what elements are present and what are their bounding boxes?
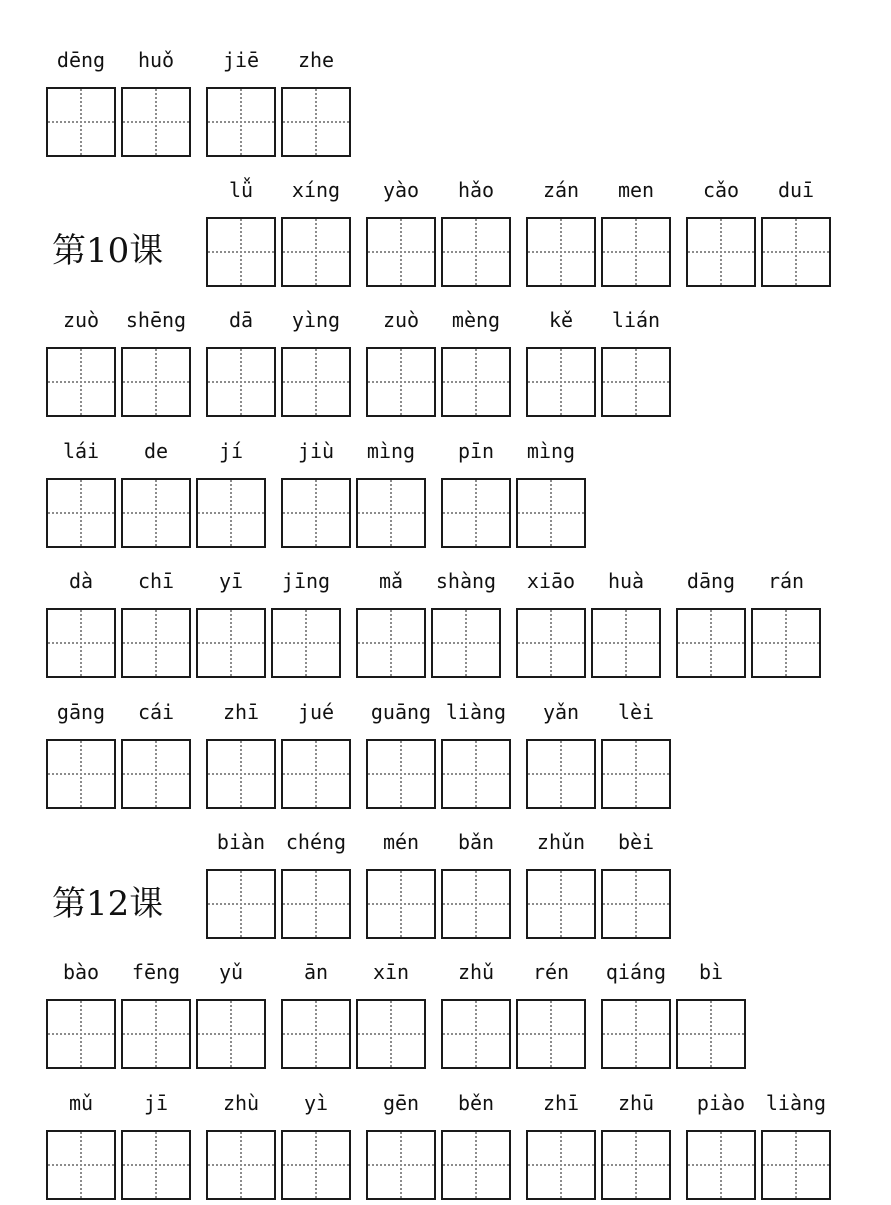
pinyin-label: bǎn [457, 830, 495, 854]
tianzige-box[interactable] [281, 217, 351, 287]
tianzige-box[interactable] [196, 999, 266, 1069]
writing-cell [121, 960, 191, 1069]
writing-cell [441, 1091, 511, 1200]
writing-cell [46, 569, 116, 678]
writing-cell [206, 178, 276, 287]
writing-cell [441, 439, 511, 548]
pinyin-label: ān [303, 960, 329, 984]
writing-cell [46, 1091, 116, 1200]
writing-cell [601, 308, 671, 417]
writing-cell [601, 178, 671, 287]
tianzige-box[interactable] [441, 347, 511, 417]
tianzige-box[interactable] [366, 217, 436, 287]
writing-cell [46, 48, 116, 157]
tianzige-box[interactable] [526, 1130, 596, 1200]
tianzige-box[interactable] [281, 999, 351, 1069]
tianzige-box[interactable] [281, 869, 351, 939]
pinyin-label: bèi [617, 830, 655, 854]
pinyin-label: mèng [451, 308, 501, 332]
writing-cell [601, 1091, 671, 1200]
pinyin-label: liàng [445, 700, 507, 724]
tianzige-box[interactable] [121, 608, 191, 678]
pinyin-label: jiù [297, 439, 335, 463]
pinyin-label: yào [382, 178, 420, 202]
tianzige-box[interactable] [591, 608, 661, 678]
tianzige-box[interactable] [516, 608, 586, 678]
pinyin-label: hǎo [457, 178, 495, 202]
writing-cell [356, 439, 426, 548]
pinyin-label: dà [68, 569, 94, 593]
pinyin-label: zhū [617, 1091, 655, 1115]
writing-cell [526, 308, 596, 417]
pinyin-label: zuò [382, 308, 420, 332]
pinyin-label: yìng [291, 308, 341, 332]
pinyin-label: dāng [686, 569, 736, 593]
tianzige-box[interactable] [366, 869, 436, 939]
writing-cell [676, 960, 746, 1069]
pinyin-label: xiāo [526, 569, 576, 593]
writing-cell [526, 830, 596, 939]
pinyin-label: piào [696, 1091, 746, 1115]
pinyin-label: jué [297, 700, 335, 724]
tianzige-box[interactable] [196, 608, 266, 678]
tianzige-box[interactable] [206, 739, 276, 809]
tianzige-box[interactable] [601, 347, 671, 417]
writing-cell [686, 178, 756, 287]
tianzige-box[interactable] [281, 347, 351, 417]
tianzige-box[interactable] [206, 1130, 276, 1200]
tianzige-box[interactable] [121, 347, 191, 417]
tianzige-box[interactable] [676, 999, 746, 1069]
writing-cell [431, 569, 501, 678]
pinyin-label: zhe [297, 48, 335, 72]
pinyin-label: cái [137, 700, 175, 724]
writing-cell [206, 830, 276, 939]
tianzige-box[interactable] [526, 869, 596, 939]
writing-cell [206, 1091, 276, 1200]
lesson-12-label: 第12课 [52, 884, 164, 924]
tianzige-box[interactable] [281, 739, 351, 809]
pinyin-label: men [617, 178, 655, 202]
writing-cell [526, 700, 596, 809]
tianzige-box[interactable] [121, 1130, 191, 1200]
tianzige-box[interactable] [281, 87, 351, 157]
tianzige-box[interactable] [761, 217, 831, 287]
pinyin-label: yì [303, 1091, 329, 1115]
pinyin-label: dēng [56, 48, 106, 72]
tianzige-box[interactable] [441, 739, 511, 809]
tianzige-box[interactable] [601, 1130, 671, 1200]
writing-cell [441, 178, 511, 287]
tianzige-box[interactable] [46, 478, 116, 548]
writing-cell [271, 569, 341, 678]
writing-cell [46, 700, 116, 809]
writing-cell [196, 960, 266, 1069]
writing-cell [761, 178, 831, 287]
writing-cell [761, 1091, 831, 1200]
tianzige-box[interactable] [196, 478, 266, 548]
pinyin-label: duī [777, 178, 815, 202]
writing-cell [206, 308, 276, 417]
tianzige-box[interactable] [46, 739, 116, 809]
pinyin-label: xīn [372, 960, 410, 984]
tianzige-box[interactable] [206, 869, 276, 939]
pinyin-label: zuò [62, 308, 100, 332]
writing-cell [46, 960, 116, 1069]
writing-cell [281, 700, 351, 809]
pinyin-label: xíng [291, 178, 341, 202]
pinyin-label: zhī [542, 1091, 580, 1115]
tianzige-box[interactable] [601, 869, 671, 939]
writing-cell [686, 1091, 756, 1200]
pinyin-label: zhǔ [457, 960, 495, 984]
writing-cell [196, 569, 266, 678]
tianzige-box[interactable] [46, 87, 116, 157]
pinyin-label: liàng [765, 1091, 827, 1115]
pinyin-label: mǔ [68, 1091, 94, 1115]
tianzige-box[interactable] [46, 999, 116, 1069]
writing-cell [441, 700, 511, 809]
tianzige-box[interactable] [281, 478, 351, 548]
writing-cell [356, 569, 426, 678]
writing-cell [281, 830, 351, 939]
tianzige-box[interactable] [366, 739, 436, 809]
pinyin-label: qiáng [605, 960, 667, 984]
pinyin-label: fēng [131, 960, 181, 984]
writing-cell [516, 960, 586, 1069]
writing-cell [121, 308, 191, 417]
writing-cell [356, 960, 426, 1069]
tianzige-box[interactable] [121, 87, 191, 157]
pinyin-label: yī [218, 569, 244, 593]
pinyin-label: shēng [125, 308, 187, 332]
tianzige-box[interactable] [121, 999, 191, 1069]
pinyin-label: pīn [457, 439, 495, 463]
pinyin-label: chéng [285, 830, 347, 854]
pinyin-label: huà [607, 569, 645, 593]
tianzige-box[interactable] [441, 999, 511, 1069]
pinyin-label: lái [62, 439, 100, 463]
pinyin-label: mìng [526, 439, 576, 463]
pinyin-label: zhǔn [536, 830, 586, 854]
tianzige-box[interactable] [46, 608, 116, 678]
tianzige-box[interactable] [46, 1130, 116, 1200]
pinyin-label: bào [62, 960, 100, 984]
writing-cell [121, 700, 191, 809]
tianzige-box[interactable] [526, 217, 596, 287]
tianzige-box[interactable] [441, 869, 511, 939]
pinyin-label: jīng [281, 569, 331, 593]
tianzige-box[interactable] [366, 347, 436, 417]
pinyin-label: rén [532, 960, 570, 984]
tianzige-box[interactable] [516, 478, 586, 548]
tianzige-box[interactable] [121, 478, 191, 548]
writing-cell [281, 439, 351, 548]
writing-cell [751, 569, 821, 678]
pinyin-label: lǚ [228, 178, 254, 202]
tianzige-box[interactable] [356, 478, 426, 548]
writing-cell [281, 1091, 351, 1200]
tianzige-box[interactable] [751, 608, 821, 678]
writing-cell [441, 308, 511, 417]
tianzige-box[interactable] [441, 217, 511, 287]
writing-cell [206, 700, 276, 809]
pinyin-label: zhù [222, 1091, 260, 1115]
tianzige-box[interactable] [281, 1130, 351, 1200]
writing-cell [601, 830, 671, 939]
tianzige-box[interactable] [526, 347, 596, 417]
pinyin-label: bì [698, 960, 724, 984]
writing-cell [121, 48, 191, 157]
pinyin-label: de [143, 439, 169, 463]
writing-cell [601, 960, 671, 1069]
writing-cell [516, 569, 586, 678]
writing-cell [121, 1091, 191, 1200]
tianzige-box[interactable] [366, 1130, 436, 1200]
writing-cell [366, 700, 436, 809]
writing-cell [281, 960, 351, 1069]
tianzige-box[interactable] [526, 739, 596, 809]
tianzige-box[interactable] [206, 217, 276, 287]
tianzige-box[interactable] [356, 999, 426, 1069]
tianzige-box[interactable] [601, 217, 671, 287]
pinyin-label: yǔ [218, 960, 244, 984]
writing-cell [441, 830, 511, 939]
writing-cell [366, 178, 436, 287]
writing-cell [441, 960, 511, 1069]
writing-cell [121, 569, 191, 678]
tianzige-box[interactable] [121, 739, 191, 809]
pinyin-label: jī [143, 1091, 169, 1115]
pinyin-label: guāng [370, 700, 432, 724]
tianzige-box[interactable] [686, 217, 756, 287]
pinyin-label: mǎ [378, 569, 404, 593]
pinyin-label: biàn [216, 830, 266, 854]
pinyin-label: lián [611, 308, 661, 332]
tianzige-box[interactable] [516, 999, 586, 1069]
tianzige-box[interactable] [441, 478, 511, 548]
pinyin-label: yǎn [542, 700, 580, 724]
tianzige-box[interactable] [676, 608, 746, 678]
pinyin-label: huǒ [137, 48, 175, 72]
writing-cell [121, 439, 191, 548]
pinyin-label: cǎo [702, 178, 740, 202]
tianzige-box[interactable] [686, 1130, 756, 1200]
tianzige-box[interactable] [601, 999, 671, 1069]
pinyin-label: běn [457, 1091, 495, 1115]
pinyin-label: chī [137, 569, 175, 593]
pinyin-label: rán [767, 569, 805, 593]
writing-cell [46, 308, 116, 417]
writing-cell [591, 569, 661, 678]
pinyin-label: lèi [617, 700, 655, 724]
writing-cell [366, 308, 436, 417]
tianzige-box[interactable] [761, 1130, 831, 1200]
tianzige-box[interactable] [46, 347, 116, 417]
pinyin-label: jí [218, 439, 244, 463]
writing-cell [516, 439, 586, 548]
writing-cell [366, 830, 436, 939]
tianzige-box[interactable] [441, 1130, 511, 1200]
pinyin-label: gēn [382, 1091, 420, 1115]
pinyin-label: zhī [222, 700, 260, 724]
tianzige-box[interactable] [356, 608, 426, 678]
writing-cell [676, 569, 746, 678]
pinyin-label: gāng [56, 700, 106, 724]
writing-cell [366, 1091, 436, 1200]
tianzige-box[interactable] [431, 608, 501, 678]
tianzige-box[interactable] [271, 608, 341, 678]
pinyin-label: jiē [222, 48, 260, 72]
tianzige-box[interactable] [206, 87, 276, 157]
pinyin-label: kě [548, 308, 574, 332]
writing-cell [281, 48, 351, 157]
writing-cell [281, 178, 351, 287]
pinyin-label: dā [228, 308, 254, 332]
pinyin-label: mìng [366, 439, 416, 463]
writing-cell [526, 1091, 596, 1200]
pinyin-label: shàng [435, 569, 497, 593]
writing-cell [206, 48, 276, 157]
writing-cell [196, 439, 266, 548]
writing-cell [526, 178, 596, 287]
lesson-10-label: 第10课 [52, 231, 164, 271]
writing-cell [601, 700, 671, 809]
writing-cell [281, 308, 351, 417]
tianzige-box[interactable] [601, 739, 671, 809]
tianzige-box[interactable] [206, 347, 276, 417]
writing-cell [46, 439, 116, 548]
pinyin-label: zán [542, 178, 580, 202]
pinyin-label: mén [382, 830, 420, 854]
